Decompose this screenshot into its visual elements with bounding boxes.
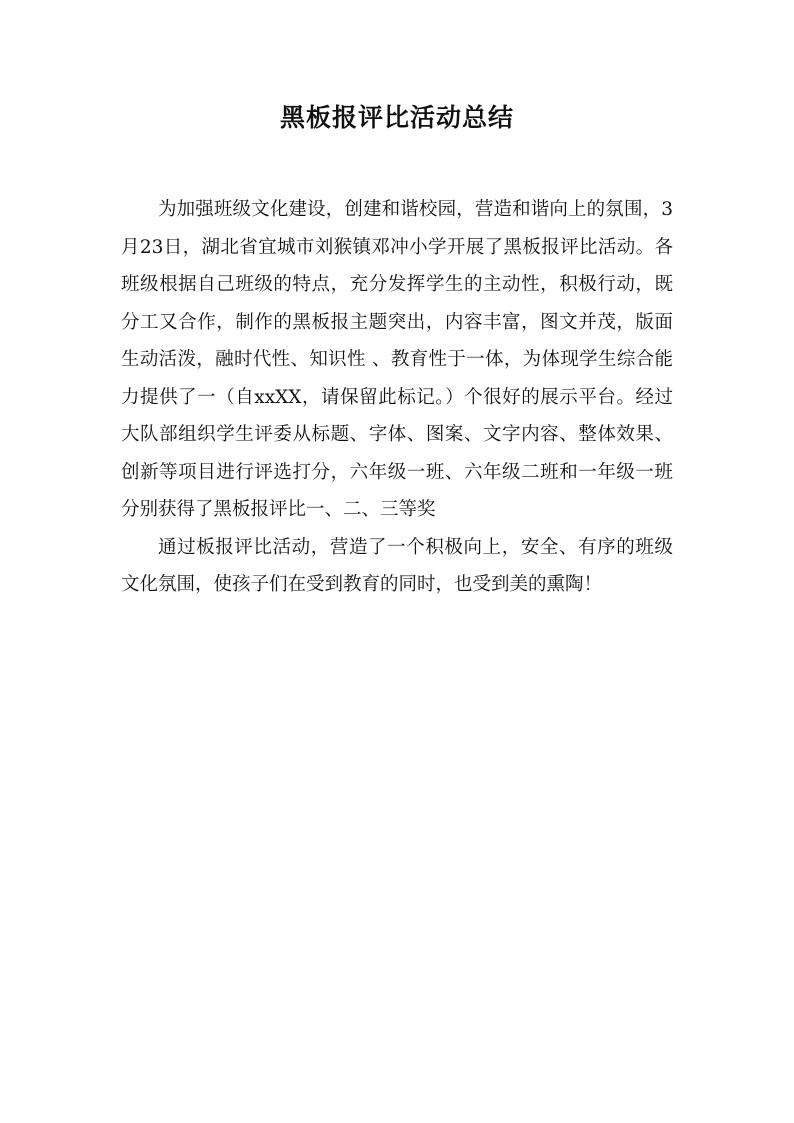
body-paragraph-2: 通过板报评比活动，营造了一个积极向上，安全、有序的班级文化氛围，使孩子们在受到教育的同时，也受到美的熏陶！ [121, 536, 673, 595]
body-paragraph-1: 为加强班级文化建设，创建和谐校园，营造和谐向上的氛围，3月23日，湖北省宜城市刘猴镇邓冲小学开展了黑板报评比活动。各班级根据自己班级的特点，充分发挥学生的主动性，积极行动，既分工又合作，制作的黑板报主题突出，内容丰富，图文并茂，版面生动活泼，融时代性、知识性 、教育性于一体，为体现学生综合能力提供了一（自xxXX，请保留此标记。）个很好的展示平台。经过大队部组织学生评委从标题、字体、图案、文字内容、整体效果、创新等项目进行评选打分，六年级一班、六年级二班和一年级一班分别获得了黑板报评比一、二、三等奖 [121, 199, 673, 520]
document-body [121, 191, 673, 604]
document-title: 黑板报评比活动总结 [279, 103, 514, 132]
